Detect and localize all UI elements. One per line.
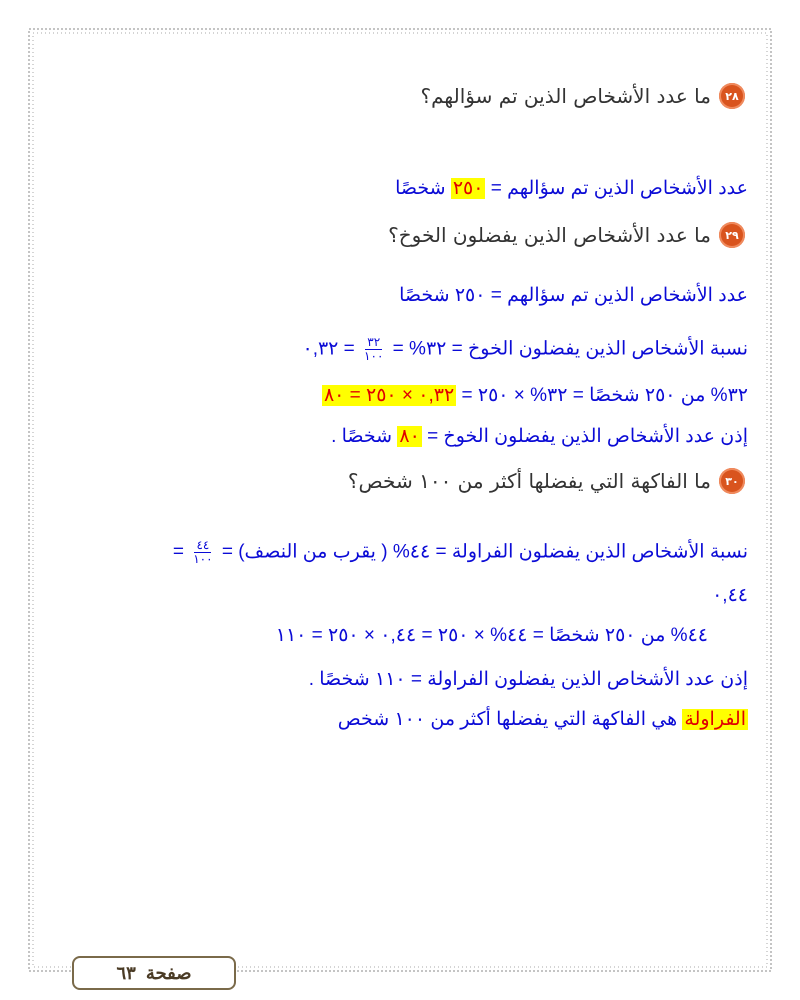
highlighted-calculation: ٠,٣٢ × ٢٥٠ = ٨٠ [323, 385, 455, 406]
answer-text: إذن عدد الأشخاص الذين يفضلون الخوخ = [427, 426, 748, 447]
answer-text: ٣٢% من ٢٥٠ شخصًا = ٣٢% × ٢٥٠ = [461, 385, 748, 406]
question-28 [420, 83, 745, 109]
fraction-denominator: ١٠٠ [193, 552, 213, 567]
answer-text: هي الفاكهة التي يفضلها أكثر من ١٠٠ شخص [337, 709, 678, 730]
question-text: ما عدد الأشخاص الذين تم سؤالهم؟ [420, 84, 711, 108]
answer-text: = [172, 541, 184, 563]
question-29 [388, 222, 745, 248]
answer-unit: شخصًا [395, 178, 446, 199]
question-text: ما عدد الأشخاص الذين يفضلون الخوخ؟ [388, 223, 711, 247]
question-number-badge: ٢٨ [719, 83, 745, 109]
answer-text: نسبة الأشخاص الذين يفضلون الفراولة = ٤٤% ( يقرب من النصف) = [221, 541, 748, 563]
answer-unit: شخصًا . [331, 426, 393, 447]
page-number-tab [72, 956, 236, 990]
answer-text: عدد الأشخاص الذين تم سؤالهم = [490, 178, 748, 199]
answer-29-line-3 [322, 384, 748, 407]
question-30 [348, 468, 745, 494]
answer-text: = ٠,٣٢ [302, 338, 355, 360]
question-number-badge: ٣٠ [719, 468, 745, 494]
answer-30-line-1 [173, 539, 748, 566]
answer-29-line-1: عدد الأشخاص الذين تم سؤالهم = ٢٥٠ شخصًا [399, 285, 748, 306]
fraction [364, 336, 383, 363]
page-number: ٦٣ [116, 962, 136, 984]
question-text: ما الفاكهة التي يفضلها أكثر من ١٠٠ شخص؟ [347, 469, 711, 493]
answer-30-line-5 [338, 708, 748, 731]
page-label: صفحة [145, 962, 192, 984]
fraction-numerator: ٣٢ [367, 335, 381, 349]
answer-30-line-2: ٠,٤٤ [712, 585, 748, 606]
answer-29-line-2 [302, 336, 748, 363]
answer-30-line-4: إذن عدد الأشخاص الذين يفضلون الفراولة = ١١٠ شخصًا . [308, 669, 748, 690]
answer-text: نسبة الأشخاص الذين يفضلون الخوخ = ٣٢% = [392, 338, 748, 360]
answer-30-line-3: ٤٤% من ٢٥٠ شخصًا = ٤٤% × ٢٥٠ = ٠,٤٤ × ٢٥٠ = ١١٠ [275, 625, 708, 646]
highlighted-answer: ٢٥٠ [452, 178, 484, 199]
highlighted-answer: الفراولة [684, 709, 746, 730]
question-number-badge: ٢٩ [719, 222, 745, 248]
fraction [193, 539, 212, 566]
fraction-denominator: ١٠٠ [364, 349, 384, 364]
answer-28 [395, 177, 748, 200]
highlighted-answer: ٨٠ [399, 426, 420, 447]
fraction-numerator: ٤٤ [196, 538, 210, 552]
answer-29-line-4 [331, 425, 748, 448]
